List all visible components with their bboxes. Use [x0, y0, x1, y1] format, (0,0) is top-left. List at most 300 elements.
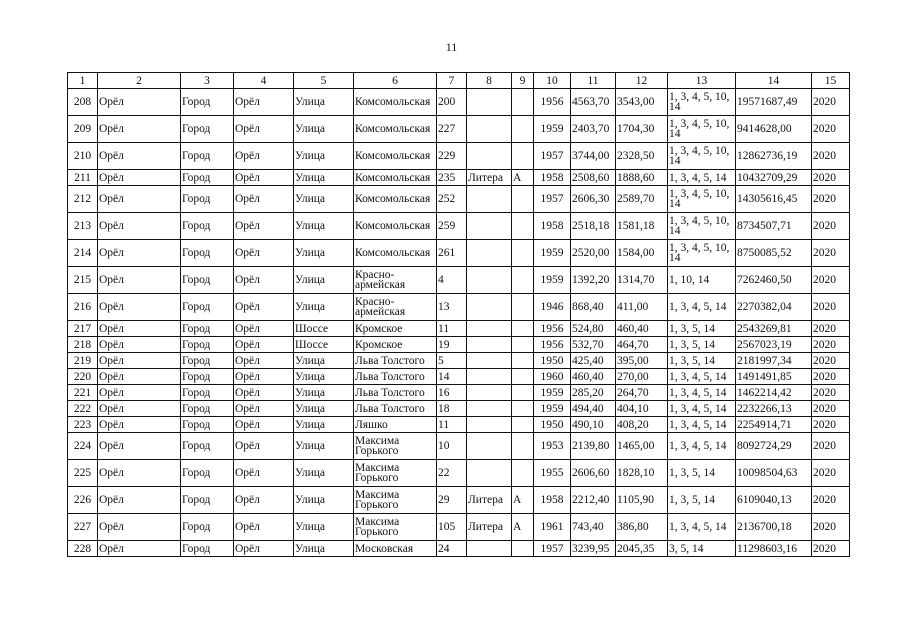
work-types-cell: 1, 3, 5, 14	[668, 460, 736, 487]
region-cell: Орёл	[98, 460, 181, 487]
construction-year-cell: 1959	[534, 240, 571, 267]
row-number: 219	[68, 353, 98, 369]
house-number-cell: 19	[437, 337, 467, 353]
building-letter-cell	[512, 116, 534, 143]
building-letter-label-cell	[467, 294, 512, 321]
street-cell: Кромское	[354, 321, 437, 337]
city-cell: Орёл	[234, 240, 294, 267]
building-letter-cell	[512, 294, 534, 321]
building-letter-label-cell	[467, 369, 512, 385]
table-row	[68, 294, 850, 321]
total-area-cell: 3744,00	[571, 143, 616, 170]
region-cell: Орёл	[98, 514, 181, 541]
cost-cell: 14305616,45	[736, 186, 812, 213]
row-number: 226	[68, 487, 98, 514]
construction-year-cell: 1958	[534, 170, 571, 186]
total-area-cell: 3239,95	[571, 541, 616, 557]
region-cell: Орёл	[98, 294, 181, 321]
table-row	[68, 240, 850, 267]
building-letter-cell	[512, 321, 534, 337]
settlement-type-cell: Город	[181, 213, 234, 240]
city-cell: Орёл	[234, 89, 294, 116]
city-cell: Орёл	[234, 321, 294, 337]
construction-year-cell: 1946	[534, 294, 571, 321]
construction-year-cell: 1955	[534, 460, 571, 487]
settlement-type-cell: Город	[181, 417, 234, 433]
total-area-cell: 2139,80	[571, 433, 616, 460]
building-letter-label-cell	[467, 240, 512, 267]
house-number-cell: 14	[437, 369, 467, 385]
housing-table	[67, 72, 850, 557]
house-number-cell: 24	[437, 541, 467, 557]
total-area-cell: 532,70	[571, 337, 616, 353]
column-header: 7	[437, 73, 467, 89]
region-cell: Орёл	[98, 417, 181, 433]
settlement-type-cell: Город	[181, 116, 234, 143]
plan-year-cell: 2020	[812, 294, 850, 321]
plan-year-cell: 2020	[812, 417, 850, 433]
city-cell: Орёл	[234, 460, 294, 487]
settlement-type-cell: Город	[181, 89, 234, 116]
total-area-cell: 2606,30	[571, 186, 616, 213]
cost-cell: 10432709,29	[736, 170, 812, 186]
house-number-cell: 259	[437, 213, 467, 240]
total-area-cell: 490,10	[571, 417, 616, 433]
row-number: 228	[68, 541, 98, 557]
house-number-cell: 235	[437, 170, 467, 186]
street-cell: Красно-армейская	[354, 267, 437, 294]
living-area-cell: 1888,60	[616, 170, 668, 186]
street-cell: Максима Горького	[354, 460, 437, 487]
column-header: 6	[354, 73, 437, 89]
work-types-cell: 1, 10, 14	[668, 267, 736, 294]
column-header: 12	[616, 73, 668, 89]
construction-year-cell: 1961	[534, 514, 571, 541]
street-type-cell: Улица	[294, 353, 354, 369]
column-header: 3	[181, 73, 234, 89]
construction-year-cell: 1956	[534, 89, 571, 116]
street-cell: Комсомольская	[354, 240, 437, 267]
region-cell: Орёл	[98, 337, 181, 353]
region-cell: Орёл	[98, 369, 181, 385]
work-types-cell: 1, 3, 4, 5, 14	[668, 385, 736, 401]
city-cell: Орёл	[234, 487, 294, 514]
region-cell: Орёл	[98, 321, 181, 337]
street-type-cell: Улица	[294, 143, 354, 170]
street-type-cell: Улица	[294, 186, 354, 213]
street-type-cell: Улица	[294, 401, 354, 417]
column-number-row	[68, 73, 850, 89]
living-area-cell: 270,00	[616, 369, 668, 385]
row-number: 220	[68, 369, 98, 385]
building-letter-cell	[512, 353, 534, 369]
building-letter-cell	[512, 369, 534, 385]
work-types-cell: 1, 3, 5, 14	[668, 337, 736, 353]
city-cell: Орёл	[234, 369, 294, 385]
settlement-type-cell: Город	[181, 401, 234, 417]
column-header: 15	[812, 73, 850, 89]
cost-cell: 9414628,00	[736, 116, 812, 143]
plan-year-cell: 2020	[812, 369, 850, 385]
plan-year-cell: 2020	[812, 385, 850, 401]
street-cell: Ляшко	[354, 417, 437, 433]
table-row	[68, 337, 850, 353]
street-type-cell: Улица	[294, 213, 354, 240]
row-number: 222	[68, 401, 98, 417]
work-types-cell: 1, 3, 5, 14	[668, 353, 736, 369]
work-types-cell: 1, 3, 4, 5, 10, 14	[668, 186, 736, 213]
work-types-cell: 3, 5, 14	[668, 541, 736, 557]
building-letter-label-cell	[467, 337, 512, 353]
cost-cell: 2270382,04	[736, 294, 812, 321]
cost-cell: 7262460,50	[736, 267, 812, 294]
cost-cell: 12862736,19	[736, 143, 812, 170]
cost-cell: 11298603,16	[736, 541, 812, 557]
cost-cell: 8750085,52	[736, 240, 812, 267]
construction-year-cell: 1950	[534, 417, 571, 433]
building-letter-label-cell	[467, 417, 512, 433]
region-cell: Орёл	[98, 186, 181, 213]
row-number: 210	[68, 143, 98, 170]
cost-cell: 1491491,85	[736, 369, 812, 385]
work-types-cell: 1, 3, 4, 5, 14	[668, 170, 736, 186]
house-number-cell: 105	[437, 514, 467, 541]
region-cell: Орёл	[98, 433, 181, 460]
work-types-cell: 1, 3, 4, 5, 14	[668, 294, 736, 321]
work-types-cell: 1, 3, 4, 5, 14	[668, 369, 736, 385]
construction-year-cell: 1953	[534, 433, 571, 460]
construction-year-cell: 1960	[534, 369, 571, 385]
column-header: 2	[98, 73, 181, 89]
work-types-cell: 1, 3, 5, 14	[668, 487, 736, 514]
street-cell: Кромское	[354, 337, 437, 353]
house-number-cell: 10	[437, 433, 467, 460]
region-cell: Орёл	[98, 116, 181, 143]
total-area-cell: 2520,00	[571, 240, 616, 267]
table-row	[68, 541, 850, 557]
living-area-cell: 464,70	[616, 337, 668, 353]
building-letter-cell	[512, 213, 534, 240]
plan-year-cell: 2020	[812, 433, 850, 460]
work-types-cell: 1, 3, 4, 5, 14	[668, 417, 736, 433]
total-area-cell: 4563,70	[571, 89, 616, 116]
cost-cell: 2543269,81	[736, 321, 812, 337]
region-cell: Орёл	[98, 170, 181, 186]
construction-year-cell: 1950	[534, 353, 571, 369]
table-row	[68, 143, 850, 170]
street-type-cell: Улица	[294, 240, 354, 267]
table-row	[68, 267, 850, 294]
building-letter-cell	[512, 460, 534, 487]
table-row	[68, 116, 850, 143]
house-number-cell: 11	[437, 321, 467, 337]
house-number-cell: 16	[437, 385, 467, 401]
column-header: 13	[668, 73, 736, 89]
row-number: 218	[68, 337, 98, 353]
house-number-cell: 22	[437, 460, 467, 487]
row-number: 214	[68, 240, 98, 267]
work-types-cell: 1, 3, 4, 5, 10, 14	[668, 89, 736, 116]
table-row	[68, 170, 850, 186]
living-area-cell: 264,70	[616, 385, 668, 401]
table-row	[68, 385, 850, 401]
street-type-cell: Улица	[294, 116, 354, 143]
street-cell: Льва Толстого	[354, 369, 437, 385]
plan-year-cell: 2020	[812, 487, 850, 514]
region-cell: Орёл	[98, 143, 181, 170]
cost-cell: 6109040,13	[736, 487, 812, 514]
building-letter-cell	[512, 433, 534, 460]
work-types-cell: 1, 3, 5, 14	[668, 321, 736, 337]
table-row	[68, 186, 850, 213]
row-number: 209	[68, 116, 98, 143]
building-letter-cell: А	[512, 170, 534, 186]
cost-cell: 2232266,13	[736, 401, 812, 417]
street-cell: Красно-армейская	[354, 294, 437, 321]
region-cell: Орёл	[98, 487, 181, 514]
construction-year-cell: 1957	[534, 186, 571, 213]
house-number-cell: 5	[437, 353, 467, 369]
city-cell: Орёл	[234, 143, 294, 170]
street-type-cell: Улица	[294, 170, 354, 186]
row-number: 224	[68, 433, 98, 460]
city-cell: Орёл	[234, 267, 294, 294]
row-number: 223	[68, 417, 98, 433]
living-area-cell: 395,00	[616, 353, 668, 369]
living-area-cell: 1584,00	[616, 240, 668, 267]
table-row	[68, 369, 850, 385]
column-header: 10	[534, 73, 571, 89]
cost-cell: 2254914,71	[736, 417, 812, 433]
settlement-type-cell: Город	[181, 353, 234, 369]
construction-year-cell: 1957	[534, 143, 571, 170]
city-cell: Орёл	[234, 433, 294, 460]
street-cell: Льва Толстого	[354, 353, 437, 369]
plan-year-cell: 2020	[812, 186, 850, 213]
house-number-cell: 200	[437, 89, 467, 116]
settlement-type-cell: Город	[181, 170, 234, 186]
settlement-type-cell: Город	[181, 337, 234, 353]
total-area-cell: 868,40	[571, 294, 616, 321]
house-number-cell: 261	[437, 240, 467, 267]
city-cell: Орёл	[234, 417, 294, 433]
table-row	[68, 514, 850, 541]
construction-year-cell: 1957	[534, 541, 571, 557]
building-letter-label-cell	[467, 143, 512, 170]
house-number-cell: 227	[437, 116, 467, 143]
row-number: 225	[68, 460, 98, 487]
construction-year-cell: 1959	[534, 267, 571, 294]
plan-year-cell: 2020	[812, 170, 850, 186]
row-number: 211	[68, 170, 98, 186]
house-number-cell: 18	[437, 401, 467, 417]
city-cell: Орёл	[234, 541, 294, 557]
living-area-cell: 1581,18	[616, 213, 668, 240]
building-letter-label-cell	[467, 267, 512, 294]
construction-year-cell: 1959	[534, 401, 571, 417]
total-area-cell: 2508,60	[571, 170, 616, 186]
building-letter-cell	[512, 240, 534, 267]
street-type-cell: Улица	[294, 433, 354, 460]
table-row	[68, 487, 850, 514]
row-number: 221	[68, 385, 98, 401]
plan-year-cell: 2020	[812, 89, 850, 116]
street-type-cell: Улица	[294, 541, 354, 557]
settlement-type-cell: Город	[181, 143, 234, 170]
cost-cell: 2136700,18	[736, 514, 812, 541]
construction-year-cell: 1956	[534, 321, 571, 337]
living-area-cell: 1704,30	[616, 116, 668, 143]
column-header: 4	[234, 73, 294, 89]
living-area-cell: 460,40	[616, 321, 668, 337]
building-letter-label-cell	[467, 353, 512, 369]
total-area-cell: 2212,40	[571, 487, 616, 514]
region-cell: Орёл	[98, 89, 181, 116]
plan-year-cell: 2020	[812, 213, 850, 240]
house-number-cell: 229	[437, 143, 467, 170]
street-cell: Льва Толстого	[354, 385, 437, 401]
street-cell: Московская	[354, 541, 437, 557]
total-area-cell: 2606,60	[571, 460, 616, 487]
building-letter-cell	[512, 337, 534, 353]
work-types-cell: 1, 3, 4, 5, 14	[668, 433, 736, 460]
living-area-cell: 2045,35	[616, 541, 668, 557]
row-number: 227	[68, 514, 98, 541]
total-area-cell: 460,40	[571, 369, 616, 385]
building-letter-cell	[512, 385, 534, 401]
street-cell: Максима Горького	[354, 514, 437, 541]
settlement-type-cell: Город	[181, 487, 234, 514]
settlement-type-cell: Город	[181, 267, 234, 294]
building-letter-cell	[512, 417, 534, 433]
table-row	[68, 213, 850, 240]
total-area-cell: 425,40	[571, 353, 616, 369]
street-cell: Комсомольская	[354, 170, 437, 186]
settlement-type-cell: Город	[181, 385, 234, 401]
living-area-cell: 1314,70	[616, 267, 668, 294]
building-letter-cell	[512, 401, 534, 417]
building-letter-label-cell	[467, 213, 512, 240]
table-row	[68, 417, 850, 433]
building-letter-label-cell	[467, 401, 512, 417]
living-area-cell: 3543,00	[616, 89, 668, 116]
table-body	[68, 89, 850, 557]
building-letter-label-cell	[467, 433, 512, 460]
column-header: 11	[571, 73, 616, 89]
row-number: 217	[68, 321, 98, 337]
street-type-cell: Улица	[294, 514, 354, 541]
building-letter-label-cell	[467, 385, 512, 401]
house-number-cell: 13	[437, 294, 467, 321]
region-cell: Орёл	[98, 401, 181, 417]
living-area-cell: 2328,50	[616, 143, 668, 170]
building-letter-label-cell	[467, 89, 512, 116]
construction-year-cell: 1956	[534, 337, 571, 353]
total-area-cell: 2403,70	[571, 116, 616, 143]
work-types-cell: 1, 3, 4, 5, 14	[668, 401, 736, 417]
total-area-cell: 285,20	[571, 385, 616, 401]
cost-cell: 8734507,71	[736, 213, 812, 240]
row-number: 213	[68, 213, 98, 240]
work-types-cell: 1, 3, 4, 5, 10, 14	[668, 213, 736, 240]
cost-cell: 19571687,49	[736, 89, 812, 116]
building-letter-cell	[512, 186, 534, 213]
house-number-cell: 252	[437, 186, 467, 213]
house-number-cell: 29	[437, 487, 467, 514]
table-row	[68, 460, 850, 487]
building-letter-label-cell: Литера	[467, 514, 512, 541]
street-cell: Максима Горького	[354, 433, 437, 460]
construction-year-cell: 1958	[534, 213, 571, 240]
column-header: 1	[68, 73, 98, 89]
building-letter-cell	[512, 89, 534, 116]
region-cell: Орёл	[98, 353, 181, 369]
street-type-cell: Улица	[294, 267, 354, 294]
cost-cell: 1462214,42	[736, 385, 812, 401]
street-type-cell: Шоссе	[294, 337, 354, 353]
city-cell: Орёл	[234, 186, 294, 213]
region-cell: Орёл	[98, 267, 181, 294]
building-letter-cell	[512, 541, 534, 557]
region-cell: Орёл	[98, 240, 181, 267]
table-row	[68, 353, 850, 369]
total-area-cell: 743,40	[571, 514, 616, 541]
settlement-type-cell: Город	[181, 294, 234, 321]
plan-year-cell: 2020	[812, 267, 850, 294]
building-letter-label-cell	[467, 541, 512, 557]
building-letter-label-cell	[467, 460, 512, 487]
street-cell: Комсомольская	[354, 116, 437, 143]
construction-year-cell: 1958	[534, 487, 571, 514]
total-area-cell: 494,40	[571, 401, 616, 417]
row-number: 216	[68, 294, 98, 321]
row-number: 208	[68, 89, 98, 116]
building-letter-label-cell: Литера	[467, 170, 512, 186]
column-header: 14	[736, 73, 812, 89]
cost-cell: 10098504,63	[736, 460, 812, 487]
region-cell: Орёл	[98, 385, 181, 401]
work-types-cell: 1, 3, 4, 5, 10, 14	[668, 143, 736, 170]
plan-year-cell: 2020	[812, 353, 850, 369]
street-type-cell: Улица	[294, 294, 354, 321]
cost-cell: 8092724,29	[736, 433, 812, 460]
building-letter-cell	[512, 267, 534, 294]
plan-year-cell: 2020	[812, 321, 850, 337]
city-cell: Орёл	[234, 353, 294, 369]
building-letter-label-cell: Литера	[467, 487, 512, 514]
plan-year-cell: 2020	[812, 541, 850, 557]
table-row	[68, 433, 850, 460]
street-type-cell: Шоссе	[294, 321, 354, 337]
total-area-cell: 2518,18	[571, 213, 616, 240]
cost-cell: 2181997,34	[736, 353, 812, 369]
street-type-cell: Улица	[294, 89, 354, 116]
column-header: 5	[294, 73, 354, 89]
living-area-cell: 1828,10	[616, 460, 668, 487]
table-row	[68, 401, 850, 417]
building-letter-cell: А	[512, 487, 534, 514]
city-cell: Орёл	[234, 294, 294, 321]
page-number: 11	[445, 40, 458, 54]
street-cell: Комсомольская	[354, 143, 437, 170]
city-cell: Орёл	[234, 170, 294, 186]
house-number-cell: 11	[437, 417, 467, 433]
living-area-cell: 408,20	[616, 417, 668, 433]
plan-year-cell: 2020	[812, 143, 850, 170]
plan-year-cell: 2020	[812, 116, 850, 143]
street-type-cell: Улица	[294, 385, 354, 401]
work-types-cell: 1, 3, 4, 5, 14	[668, 514, 736, 541]
